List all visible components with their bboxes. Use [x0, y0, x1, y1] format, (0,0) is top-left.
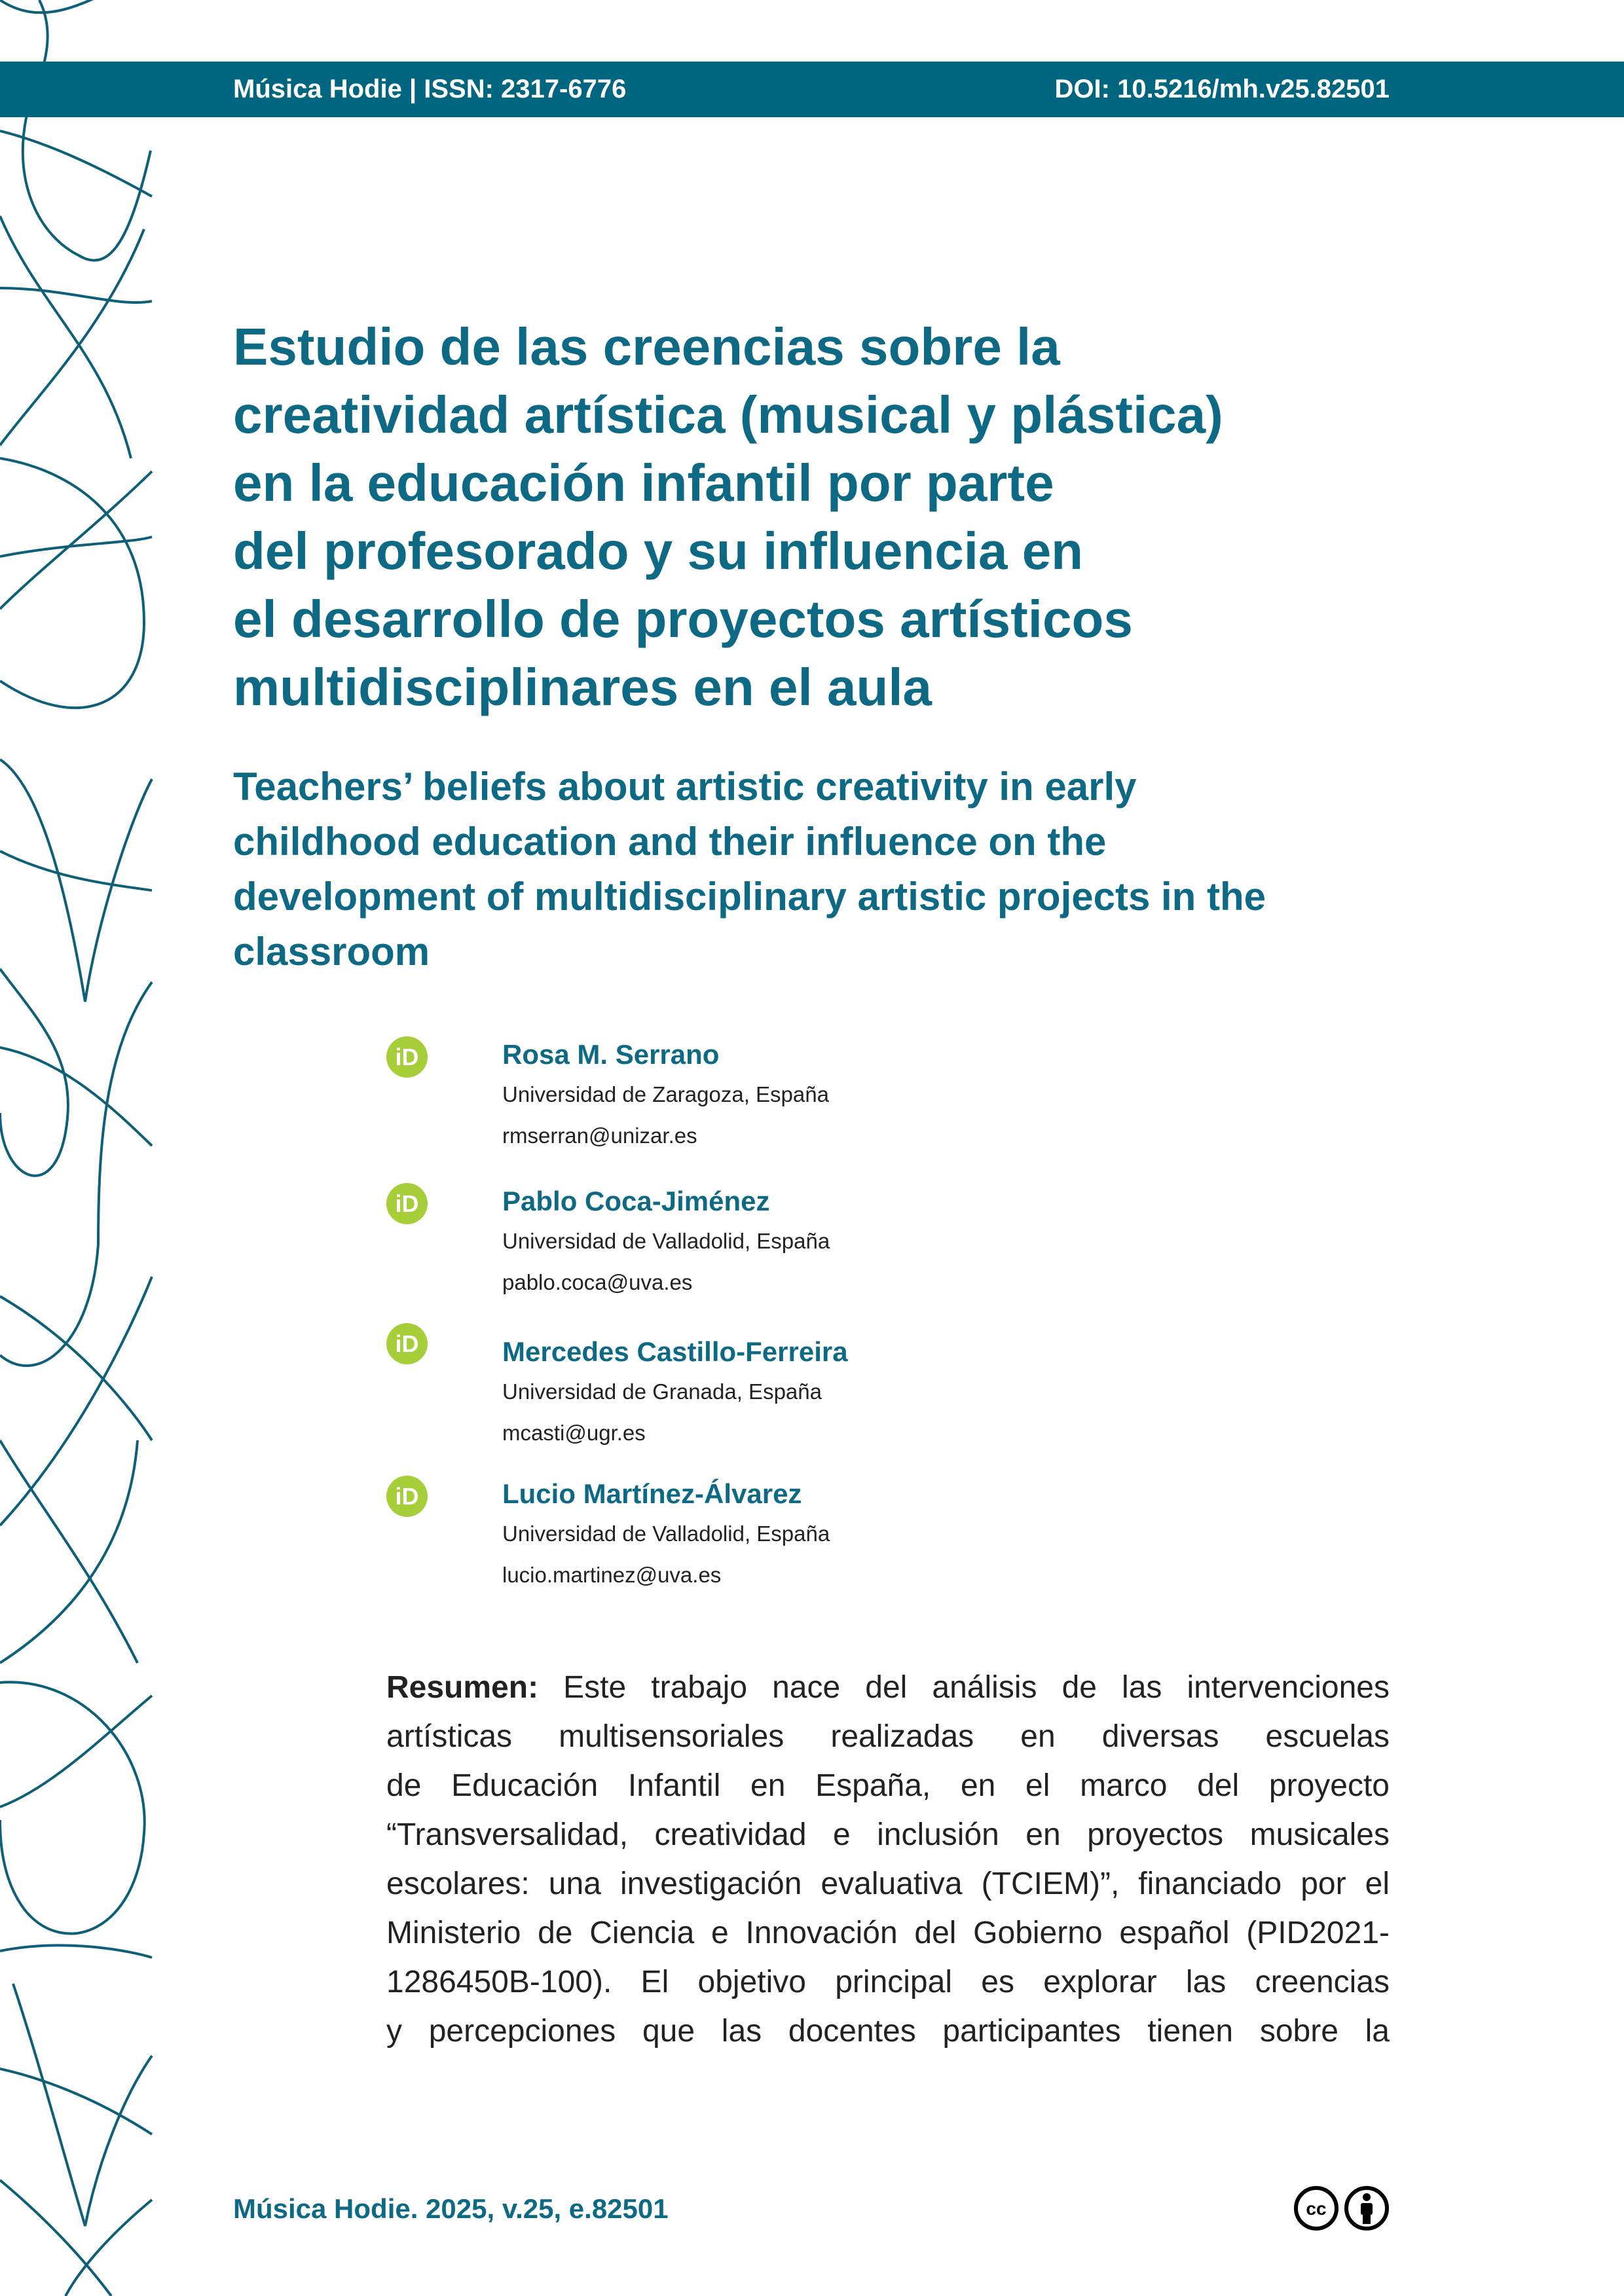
abstract-line: escolares: una investigación evaluativa (TCIEM)”, financiado por el — [386, 1867, 1390, 1901]
abstract-line: de Educación Infantil en España, en el marco del proyecto — [386, 1768, 1390, 1803]
attribution-person-icon — [1346, 2188, 1387, 2229]
title-line: multidisciplinares en el aula — [233, 658, 932, 716]
author-name: Rosa M. Serrano — [502, 1039, 720, 1070]
author-affiliation: Universidad de Valladolid, España — [502, 1522, 830, 1546]
author-name: Mercedes Castillo-Ferreira — [502, 1336, 848, 1367]
subtitle-line: classroom — [233, 930, 430, 974]
subtitle-line: childhood education and their influence on the — [233, 820, 1107, 864]
abstract-line: “Transversalidad, creatividad e inclusión en proyectos musicales — [386, 1817, 1390, 1852]
author-email[interactable]: pablo.coca@uva.es — [502, 1270, 693, 1294]
cc-icon — [1296, 2188, 1337, 2229]
doi-link[interactable]: DOI: 10.5216/mh.v25.82501 — [1054, 75, 1390, 103]
article-subtitle — [233, 759, 1266, 979]
author-entry — [386, 1323, 1172, 1454]
author-entry — [386, 1183, 1172, 1314]
author-email[interactable]: mcasti@ugr.es — [502, 1421, 646, 1445]
orcid-icon[interactable]: iD — [386, 1036, 428, 1078]
citation-footer: Música Hodie. 2025, v.25, e.82501 — [233, 2193, 669, 2224]
abstract-label: Resumen: — [386, 1670, 539, 1705]
abstract — [386, 1663, 1390, 2056]
author-email[interactable]: rmserran@unizar.es — [502, 1123, 697, 1148]
abstract-line: 1286450B-100). El objetivo principal es explorar las creencias — [386, 1965, 1390, 1999]
orcid-icon[interactable]: iD — [386, 1323, 428, 1364]
title-line: el desarrollo de proyectos artísticos — [233, 590, 1133, 648]
journal-issn: Música Hodie | ISSN: 2317-6776 — [233, 75, 627, 103]
abstract-text: Este trabajo nace del análisis de las intervenciones — [563, 1670, 1390, 1705]
abstract-line: artísticas multisensoriales realizadas en diversas escuelas — [386, 1719, 1390, 1754]
title-line: en la educación infantil por parte — [233, 454, 1054, 512]
author-name: Lucio Martínez-Álvarez — [502, 1478, 802, 1509]
author-entry — [386, 1036, 1172, 1167]
abstract-line: Ministerio de Ciencia e Innovación del Gobierno español (PID2021- — [386, 1916, 1390, 1950]
title-line: del profesorado y su influencia en — [233, 522, 1084, 580]
author-affiliation: Universidad de Granada, España — [502, 1379, 822, 1404]
title-line: creatividad artística (musical y plástica) — [233, 386, 1223, 444]
title-line: Estudio de las creencias sobre la — [233, 318, 1060, 376]
orcid-icon[interactable]: iD — [386, 1476, 428, 1517]
article-title — [233, 313, 1223, 721]
author-affiliation: Universidad de Valladolid, España — [502, 1229, 830, 1253]
author-name: Pablo Coca-Jiménez — [502, 1186, 770, 1216]
abstract-line — [386, 1663, 1390, 1712]
svg-text:cc: cc — [1306, 2198, 1327, 2219]
decorative-curves — [0, 0, 157, 2296]
author-email[interactable]: lucio.martinez@uva.es — [502, 1563, 722, 1587]
orcid-icon[interactable]: iD — [386, 1183, 428, 1224]
journal-header-band — [0, 62, 1624, 117]
author-entry — [386, 1476, 1172, 1607]
subtitle-line: development of multidisciplinary artistic projects in the — [233, 875, 1266, 919]
cc-by-icon[interactable] — [1293, 2185, 1392, 2231]
author-affiliation: Universidad de Zaragoza, España — [502, 1082, 829, 1106]
abstract-line: y percepciones que las docentes participantes tienen sobre la — [386, 2014, 1390, 2049]
subtitle-line: Teachers’ beliefs about artistic creativity in early — [233, 765, 1137, 809]
